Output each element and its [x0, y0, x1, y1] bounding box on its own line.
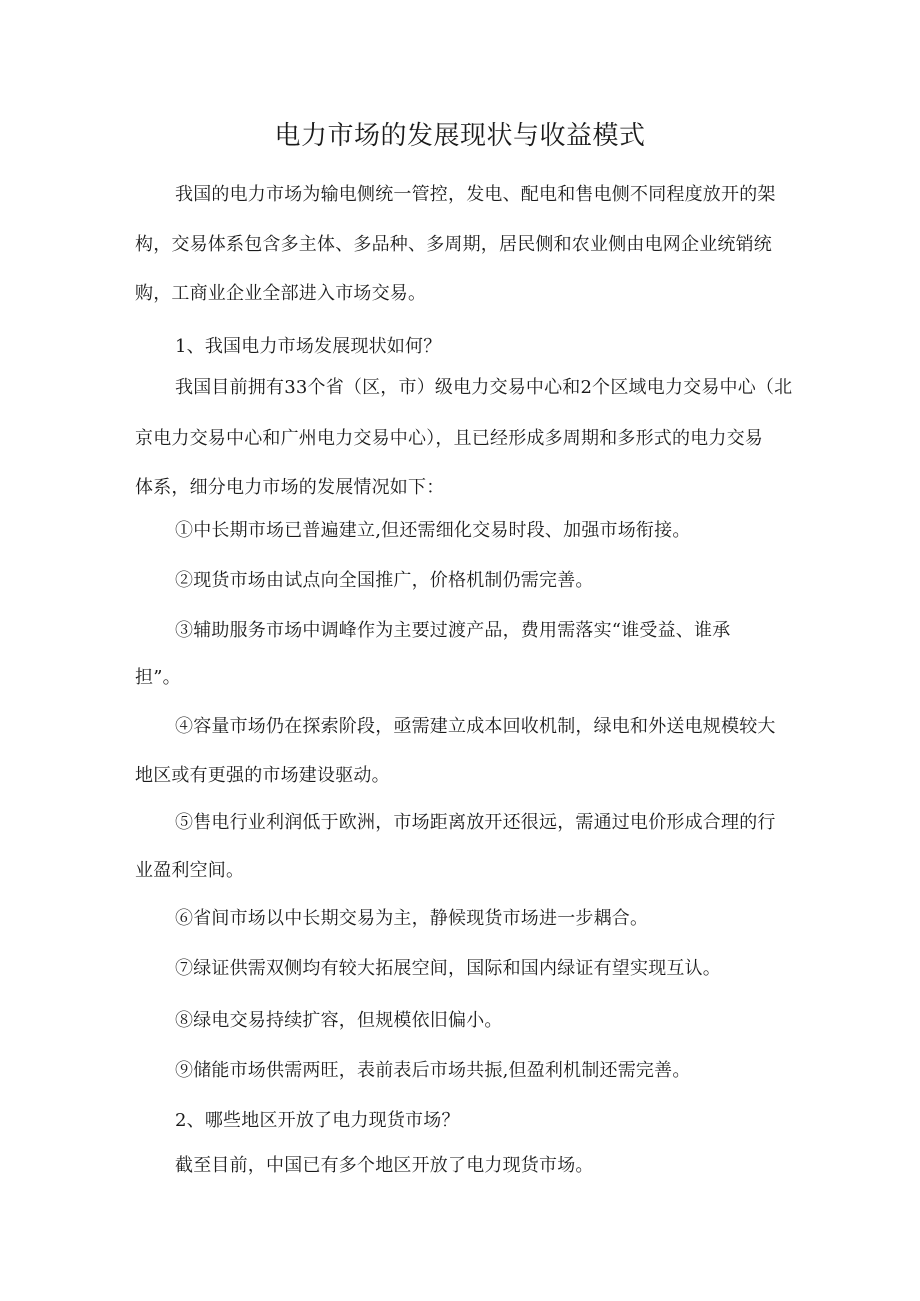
list-item: ②现货市场由试点向全国推广，价格机制仍需完善。 — [175, 570, 594, 591]
paragraph-line: 京电力交易中心和广州电力交易中心），且已经形成多周期和多形式的电力交易 — [135, 428, 763, 449]
list-item: ③辅助服务市场中调峰作为主要过渡产品，费用需落实“谁受益、谁承 — [175, 620, 731, 641]
paragraph-line: 截至目前，中国已有多个地区开放了电力现货市场。 — [175, 1155, 594, 1176]
list-item: ⑧绿电交易持续扩容，但规模依旧偏小。 — [175, 1010, 503, 1031]
section-heading: 2、哪些地区开放了电力现货市场？ — [175, 1110, 460, 1131]
paragraph-line: 我国的电力市场为输电侧统一管控，发电、配电和售电侧不同程度放开的架 — [175, 184, 776, 205]
list-item: ①中长期市场已普遍建立,但还需细化交易时段、加强市场衔接。 — [175, 520, 691, 541]
paragraph-line: 我国目前拥有33个省（区，市）级电力交易中心和2个区域电力交易中心（北 — [175, 377, 793, 398]
list-item: ⑦绿证供需双侧均有较大拓展空间，国际和国内绿证有望实现互认。 — [175, 958, 721, 979]
paragraph-line: 构，交易体系包含多主体、多品种、多周期，居民侧和农业侧由电网企业统销统 — [135, 234, 772, 255]
list-item-continuation: 担”。 — [135, 667, 181, 688]
list-item: ⑥省间市场以中长期交易为主，静候现货市场进一步耦合。 — [175, 908, 649, 929]
paragraph-line: 体系，细分电力市场的发展情况如下： — [135, 477, 445, 498]
paragraph-line: 购，工商业企业全部进入市场交易。 — [135, 283, 427, 304]
section-heading: 1、我国电力市场发展现状如何？ — [175, 336, 442, 357]
document-title: 电力市场的发展现状与收益模式 — [274, 121, 646, 151]
list-item: ④容量市场仍在探索阶段，亟需建立成本回收机制，绿电和外送电规模较大 — [175, 716, 776, 737]
list-item: ⑨储能市场供需两旺，表前表后市场共振,但盈利机制还需完善。 — [175, 1060, 691, 1081]
list-item: ⑤售电行业利润低于欧洲，市场距离放开还很远，需通过电价形成合理的行 — [175, 812, 776, 833]
list-item-continuation: 地区或有更强的市场建设驱动。 — [135, 765, 390, 786]
list-item-continuation: 业盈利空间。 — [135, 860, 245, 881]
